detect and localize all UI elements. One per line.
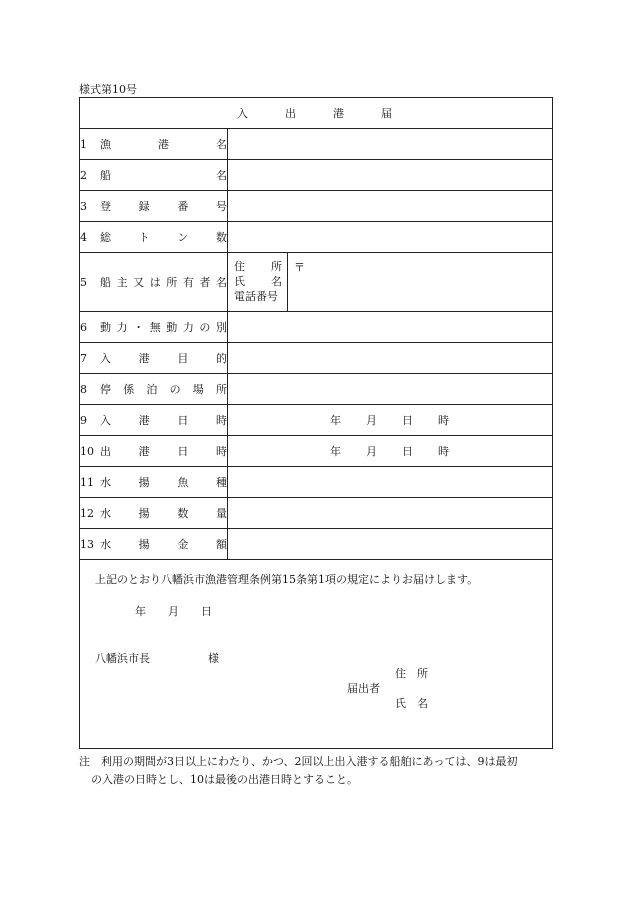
field-label (100, 167, 227, 183)
field-label (100, 350, 227, 366)
row-number: 7 (80, 351, 87, 365)
form-row (80, 374, 553, 405)
label-char: 金 (177, 538, 189, 551)
datetime-units (228, 412, 552, 428)
month-unit: 月 (168, 605, 179, 618)
title-char: 港 (333, 107, 347, 120)
label-char: 号 (215, 200, 227, 213)
label-char: 魚 (177, 476, 189, 489)
label-char: ン (177, 231, 189, 244)
label-char: 登 (100, 200, 111, 213)
label-char: 入 (100, 414, 111, 427)
label-char: 別 (215, 321, 227, 334)
field-label-cell (80, 191, 228, 222)
datetime-units (228, 443, 552, 459)
field-value-cell[interactable] (228, 253, 553, 312)
form-row (80, 529, 553, 560)
label-char: 揚 (138, 476, 150, 489)
label-char: 名 (215, 276, 227, 289)
label-char: 係 (123, 383, 135, 396)
label-char: 録 (138, 200, 150, 213)
field-label-cell (80, 222, 228, 253)
field-value-cell[interactable] (228, 129, 553, 160)
field-label (100, 274, 227, 290)
label-char: 港 (138, 445, 150, 458)
datetime-unit: 年 (330, 445, 341, 458)
label-char: 目 (177, 352, 189, 365)
notification-statement-box (80, 560, 553, 749)
field-label-cell (80, 405, 228, 436)
label-char: ・ (133, 321, 145, 334)
form-title (80, 98, 553, 129)
datetime-unit: 年 (330, 414, 341, 427)
datetime-unit: 月 (366, 414, 377, 427)
field-label-cell (80, 160, 228, 191)
row-number: 13 (80, 537, 94, 551)
label-char: 揚 (138, 538, 150, 551)
field-value-cell[interactable] (228, 436, 553, 467)
footnote-line: 注 利用の期間が3日以上にわたり、かつ、2回以上出入港する船舶にあっては、9は最初 (79, 755, 518, 768)
field-value-cell[interactable] (228, 222, 553, 253)
row-number: 12 (80, 506, 94, 520)
owner-phone-key: 電話番号 (234, 290, 278, 303)
field-label (100, 443, 227, 459)
label-char: 者 (199, 276, 211, 289)
field-label (100, 381, 227, 397)
label-char: は (149, 276, 161, 289)
field-value-cell[interactable] (228, 529, 553, 560)
form-row (80, 343, 553, 374)
label-char: 額 (215, 538, 227, 551)
label-char: 動 (166, 321, 178, 334)
key-char: 氏 (234, 275, 245, 288)
label-char: 船 (100, 276, 111, 289)
label-char: 名 (216, 138, 227, 151)
datetime-unit: 月 (366, 445, 377, 458)
field-label-cell (80, 129, 228, 160)
label-char: 出 (100, 445, 111, 458)
field-label (100, 229, 227, 245)
notification-form-table (79, 97, 553, 749)
label-char: 船 (100, 169, 111, 182)
form-row (80, 467, 553, 498)
label-char: 漁 (100, 138, 111, 151)
form-row (80, 405, 553, 436)
owner-value[interactable] (288, 253, 305, 311)
label-char: 揚 (138, 507, 150, 520)
label-char: 入 (100, 352, 111, 365)
field-label-cell (80, 498, 228, 529)
label-char: 動 (100, 321, 111, 334)
field-label (100, 198, 227, 214)
day-unit: 日 (201, 605, 212, 618)
field-label-cell (80, 374, 228, 405)
field-value-cell[interactable] (228, 312, 553, 343)
field-label-cell (80, 312, 228, 343)
form-row (80, 498, 553, 529)
field-label-cell (80, 343, 228, 374)
label-char: 名 (216, 169, 227, 182)
label-char: 番 (177, 200, 189, 213)
field-label-cell (80, 467, 228, 498)
notice-statement: 上記のとおり八幡浜市漁港管理条例第15条第1項の規定によりお届けします。 (95, 573, 479, 586)
label-char: 有 (182, 276, 194, 289)
label-char: 総 (100, 231, 111, 244)
label-char: ト (138, 231, 150, 244)
field-label (100, 412, 227, 428)
field-value-cell[interactable] (228, 405, 553, 436)
field-label (100, 505, 227, 521)
label-char: 又 (133, 276, 145, 289)
label-char: 数 (215, 231, 227, 244)
label-char: 港 (158, 138, 169, 151)
label-char: 力 (116, 321, 128, 334)
label-char: 泊 (146, 383, 158, 396)
label-char: 無 (149, 321, 161, 334)
form-row (80, 436, 553, 467)
datetime-unit: 日 (402, 445, 413, 458)
field-label (100, 136, 227, 152)
form-row (80, 222, 553, 253)
key-char: 名 (271, 275, 282, 288)
field-value-cell[interactable] (228, 374, 553, 405)
label-char: 港 (138, 352, 150, 365)
label-char: 日 (177, 414, 189, 427)
row-number: 10 (80, 444, 94, 458)
form-row (80, 160, 553, 191)
row-number: 4 (80, 230, 87, 244)
label-char: 量 (215, 507, 227, 520)
row-number: 1 (80, 137, 87, 151)
label-char: の (199, 321, 211, 334)
notice-date-line (135, 603, 212, 619)
key-char: 所 (271, 260, 282, 273)
label-char: 的 (215, 352, 227, 365)
field-label-cell (80, 529, 228, 560)
year-unit: 年 (135, 605, 146, 618)
address-label: 住 所 (395, 667, 428, 680)
owner-name-key (234, 274, 282, 289)
title-char: 入 (237, 107, 251, 120)
form-row (80, 191, 553, 222)
row-number: 6 (80, 320, 87, 334)
addressee: 八幡浜市長 (95, 652, 150, 665)
field-label-cell (80, 253, 228, 312)
key-char: 住 (234, 260, 245, 273)
label-char: 日 (177, 445, 189, 458)
label-char: 港 (138, 414, 150, 427)
label-char: 時 (215, 414, 227, 427)
postal-mark: 〒 (294, 261, 305, 274)
field-label (100, 474, 227, 490)
row-number: 3 (80, 199, 87, 213)
label-char: 水 (100, 507, 111, 520)
row-number: 11 (80, 475, 94, 489)
field-value-cell[interactable] (228, 160, 553, 191)
datetime-unit: 日 (402, 414, 413, 427)
row-number: 9 (80, 413, 87, 427)
label-char: 所 (166, 276, 178, 289)
notifier-label: 届出者 (347, 682, 380, 695)
field-value-cell[interactable] (228, 191, 553, 222)
title-char: 出 (285, 107, 299, 120)
label-char: 時 (215, 445, 227, 458)
label-char: 力 (182, 321, 194, 334)
label-char: 水 (100, 476, 111, 489)
form-row (80, 129, 553, 160)
owner-address-key (234, 259, 282, 274)
datetime-unit: 時 (438, 414, 449, 427)
row-number: 2 (80, 168, 87, 182)
name-label: 氏 名 (395, 697, 428, 710)
field-label (100, 536, 227, 552)
honorific: 様 (208, 652, 219, 665)
label-char: 水 (100, 538, 111, 551)
title-char: 届 (381, 107, 395, 120)
label-char: 数 (177, 507, 189, 520)
form-number: 様式第10号 (79, 83, 137, 96)
footnote (79, 753, 554, 789)
row-number: 5 (80, 275, 87, 289)
label-char: の (169, 383, 181, 396)
field-value-cell[interactable] (228, 498, 553, 529)
field-label (100, 319, 227, 335)
label-char: 場 (192, 383, 204, 396)
row-number: 8 (80, 382, 87, 396)
label-char: 種 (215, 476, 227, 489)
field-value-cell[interactable] (228, 467, 553, 498)
field-value-cell[interactable] (228, 343, 553, 374)
addressee-line (95, 650, 219, 666)
label-char: 主 (116, 276, 128, 289)
field-label-cell (80, 436, 228, 467)
footnote-line: の入港の日時とし、10は最後の出港日時とすること。 (91, 773, 358, 786)
label-char: 停 (100, 383, 111, 396)
owner-keys (228, 253, 288, 311)
form-row (80, 253, 553, 312)
form-row (80, 312, 553, 343)
label-char: 所 (215, 383, 227, 396)
datetime-unit: 時 (438, 445, 449, 458)
